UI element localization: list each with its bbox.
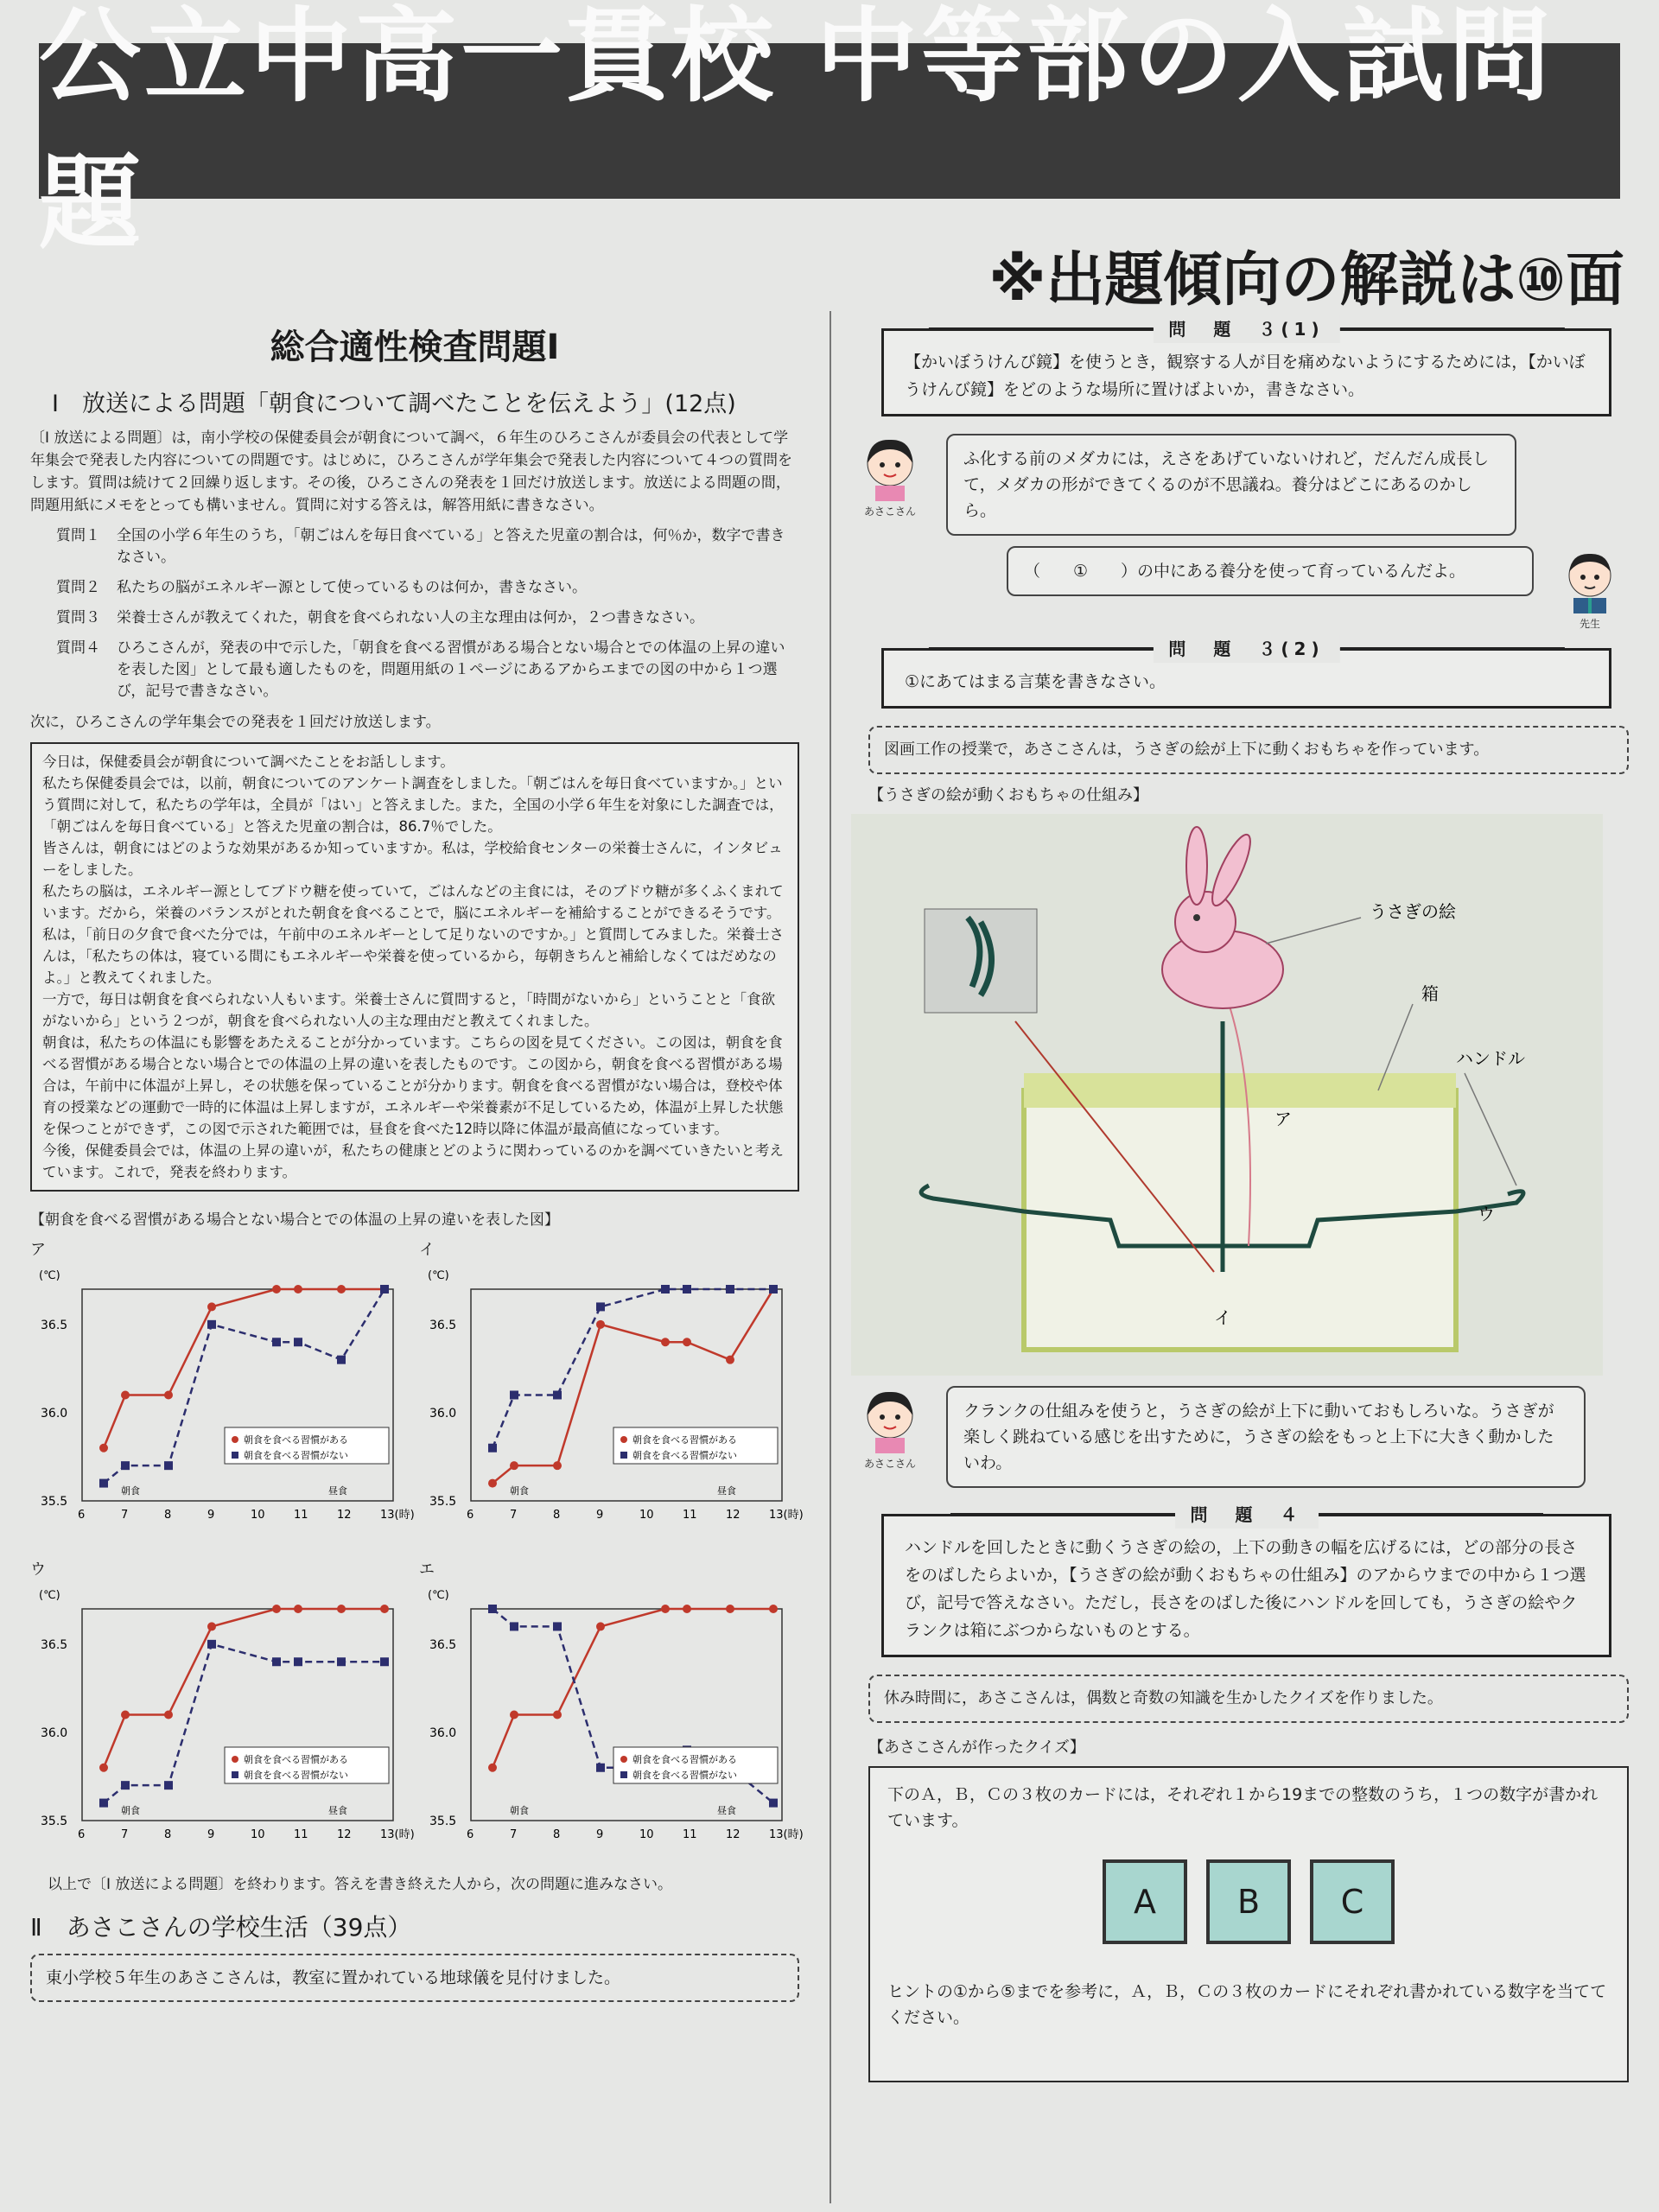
x-tick-label: 8 [553, 1828, 561, 1841]
data-point [596, 1320, 605, 1329]
x-tick-label: 12 [726, 1509, 741, 1522]
chart-a [30, 1237, 415, 1540]
question-2 [30, 577, 799, 599]
data-point [661, 1285, 670, 1294]
data-point [769, 1285, 778, 1294]
data-point [294, 1338, 302, 1346]
y-tick-label: 36.0 [429, 1726, 457, 1740]
speech-paragraph: 私たちの脳は，エネルギー源としてブドウ糖を使っていて，ごはんなどの主食には，そのブドウ糖が多くふくまれています。だから，栄養のバランスがとれた朝食を食べることで，脳にエネルギーを補給することができるそうです。私は，「前日の夕食で食べた分では，午前中のエネルギーとして足りないのですか。」と質問してみました。栄養士さんは，「私たちの体は，寝ている間にもエネルギーや栄養を使っているから，毎朝きちんと補給しなくてはだめなのよ。」と教えてくれました。 [42, 883, 784, 986]
card-c: C [1310, 1859, 1395, 1944]
x-tick-label: 10 [639, 1509, 654, 1522]
data-point [488, 1605, 497, 1613]
legend-label: 朝食を食べる習慣がある [244, 1754, 348, 1765]
data-point [337, 1285, 346, 1294]
data-point [553, 1622, 562, 1630]
x-tick-label: 8 [164, 1828, 172, 1841]
girl-avatar [851, 1386, 929, 1471]
x-tick-label: 6 [78, 1828, 86, 1841]
part1-heading: Ⅰ 放送による問題「朝食について調べたことを伝えよう」(12点) [52, 391, 736, 417]
page-subtitle: ※出題傾向の解説は⑩面 [988, 246, 1624, 315]
x-tick-label: 12 [337, 1509, 352, 1522]
question-number: 質問３ [56, 609, 100, 626]
y-tick-label: 35.5 [429, 1815, 457, 1828]
chart-svg [30, 1574, 415, 1859]
data-point [164, 1391, 173, 1400]
legend-marker [620, 1771, 627, 1778]
y-tick-label: 36.5 [41, 1318, 68, 1332]
y-axis-unit: (℃) [428, 1589, 449, 1602]
data-point [726, 1285, 734, 1294]
chart-e [419, 1557, 804, 1859]
data-point [121, 1711, 130, 1719]
card-b: B [1206, 1859, 1291, 1944]
data-point [207, 1320, 216, 1329]
x-tick-label: 13(時) [380, 1509, 415, 1522]
part2-intro: 東小学校５年生のあさこさんは，教室に置かれている地球儀を見付けました。 [30, 1954, 799, 2002]
speech-box [30, 742, 799, 1192]
right-column [851, 311, 1629, 2082]
y-tick-label: 36.5 [41, 1637, 68, 1652]
legend-label: 朝食を食べる習慣がない [244, 1770, 348, 1781]
legend-marker [620, 1452, 627, 1459]
data-point [726, 1605, 734, 1613]
handle-label: ハンドル [1456, 1048, 1525, 1069]
speaker-name: あさこさん [863, 505, 916, 518]
data-point [553, 1711, 562, 1719]
dialog-asako-1 [851, 434, 1629, 536]
y-axis-unit: (℃) [428, 1269, 449, 1282]
data-point [661, 1338, 670, 1346]
x-tick-label: 13(時) [769, 1509, 804, 1522]
chart-label: ウ [30, 1560, 46, 1579]
chart-i [419, 1237, 804, 1540]
speech-paragraph: 今後，保健委員会では，体温の上昇の違いが，私たちの健康とどのように関わっているのかを調べていきたいと考えています。これで，発表を終わります。 [42, 1142, 784, 1180]
question-1 [30, 525, 799, 569]
speech-bubble: クランクの仕組みを使うと，うさぎの絵が上下に動いておもしろいな。うさぎが楽しく跳ねている感じを出すために，うさぎの絵をもっと上下に大きく動かしたいわ。 [946, 1386, 1586, 1488]
data-point [99, 1764, 108, 1772]
legend-label: 朝食を食べる習慣がない [244, 1450, 348, 1461]
part-a-label: ア [1274, 1109, 1292, 1129]
question-3-1 [881, 319, 1611, 416]
data-point [553, 1461, 562, 1470]
y-axis-unit: (℃) [39, 1269, 60, 1282]
x-tick-label: 9 [207, 1828, 215, 1841]
data-point [380, 1657, 389, 1666]
data-point [272, 1285, 281, 1294]
lunch-annotation: 昼食 [717, 1485, 736, 1497]
girl-avatar [851, 434, 929, 518]
data-point [337, 1605, 346, 1613]
x-tick-label: 7 [121, 1509, 129, 1522]
legend-marker [620, 1436, 627, 1443]
question-4 [881, 1504, 1611, 1657]
y-tick-label: 35.5 [41, 1495, 68, 1509]
data-point [683, 1338, 691, 1346]
part2-heading: Ⅱ あさこさんの学校生活（39点） [30, 1913, 412, 1942]
speech-bubble: ふ化する前のメダカには，えさをあげていないけれど，だんだん成長して，メダカの形ができてくるのが不思議ね。養分はどこにあるのかしら。 [946, 434, 1516, 536]
question-3 [30, 607, 799, 629]
series-line [493, 1289, 773, 1448]
data-point [294, 1605, 302, 1613]
legend-label: 朝食を食べる習慣がある [632, 1754, 737, 1765]
dialog-asako-2 [851, 1386, 1629, 1488]
x-tick-label: 12 [337, 1828, 352, 1841]
speech-paragraph: 一方で，毎日は朝食を食べられない人もいます。栄養士さんに質問すると，「時間がないから」ということと「食欲がないから」という２つが，朝食を食べられない人の主な理由だと教えてくれました。 [42, 991, 776, 1029]
data-point [272, 1605, 281, 1613]
y-tick-label: 36.5 [429, 1637, 457, 1652]
chart-svg [30, 1255, 415, 1540]
teacher-avatar [1551, 546, 1629, 631]
left-column [30, 311, 804, 2002]
data-point [488, 1764, 497, 1772]
y-tick-label: 35.5 [429, 1495, 457, 1509]
girl-face-icon [860, 434, 920, 501]
end-of-broadcast: 以上で〔Ⅰ 放送による問題〕を終わります。答えを書き終えた人から，次の問題に進みなさい。 [48, 1876, 673, 1893]
question-3-2 [881, 639, 1611, 709]
breakfast-annotation: 朝食 [510, 1805, 529, 1816]
data-point [510, 1711, 518, 1719]
legend-label: 朝食を食べる習慣がある [632, 1434, 737, 1446]
question-text: ひろこさんが，発表の中で示した，「朝食を食べる習慣がある場合とない場合とでの体温の上昇の違いを表した図」として最も適したものを，問題用紙の１ページにあるアからエまでの図の中から１つ選び，記号で書きなさい。 [117, 639, 785, 700]
y-tick-label: 36.0 [41, 1726, 68, 1740]
data-point [121, 1781, 130, 1789]
rabbit-label: うさぎの絵 [1370, 901, 1456, 922]
breakfast-annotation: 朝食 [121, 1805, 140, 1816]
question-title: 問 題 ４ [1175, 1501, 1319, 1529]
part-i-label: イ [1214, 1307, 1231, 1328]
x-tick-label: 11 [683, 1509, 697, 1522]
data-point [488, 1444, 497, 1452]
question-text: 全国の小学６年生のうち，「朝ごはんを毎日食べている」と答えた児童の割合は，何％か，数字で書きなさい。 [117, 527, 785, 566]
x-tick-label: 10 [251, 1509, 265, 1522]
data-point [121, 1391, 130, 1400]
quiz-hint: ヒントの①から⑤までを参考に，Ａ，Ｂ，Ｃの３枚のカードにそれぞれ書かれている数字を当ててください。 [887, 1982, 1607, 2027]
data-point [294, 1285, 302, 1294]
box-label: 箱 [1421, 983, 1439, 1004]
quiz-box [868, 1766, 1629, 2082]
data-point [164, 1461, 173, 1470]
legend-marker [232, 1771, 238, 1778]
question-text: ハンドルを回したときに動くうさぎの絵の，上下の動きの幅を広げるには，どの部分の長さをのばしたらよいか，【うさぎの絵が動くおもちゃの仕組み】のアからウまでの中から１つ選び，記号で答えなさい。ただし，長さをのばした後にハンドルを回しても，うさぎの絵やクランクは箱にぶつからないものとする。 [905, 1538, 1586, 1640]
question-text: ①にあてはまる言葉を書きなさい。 [905, 672, 1166, 691]
lunch-annotation: 昼食 [328, 1485, 347, 1497]
speech-paragraph: 皆さんは，朝食にはどのような効果があるか知っていますか。私は，学校給食センターの栄養士さんに，インタビューをしました。 [42, 840, 783, 878]
series-line [493, 1609, 773, 1768]
part1-intro: 〔Ⅰ 放送による問題〕は，南小学校の保健委員会が朝食について調べ，６年生のひろこさんが委員会の代表として学年集会で発表した内容についての問題です。はじめに，ひろこさんが学年集会で発表した内容について４つの質問をします。質問は続けて２回繰り返します。その後，ひろこさんの発表を１回だけ放送します。放送による問題の間，問題用紙にメモをとっても構いません。質問に対する答えは，解答用紙に書きなさい。 [30, 429, 792, 514]
x-tick-label: 13(時) [769, 1828, 804, 1841]
data-point [596, 1764, 605, 1772]
data-point [207, 1302, 216, 1311]
x-tick-label: 9 [207, 1509, 215, 1522]
quiz-text: 下のＡ，Ｂ，Ｃの３枚のカードには，それぞれ１から19までの整数のうち，１つの数字が書かれています。 [887, 1785, 1599, 1830]
legend-marker [232, 1756, 238, 1763]
part-u-label: ウ [1478, 1204, 1495, 1224]
x-tick-label: 6 [467, 1509, 474, 1522]
question-number: 質問４ [56, 639, 100, 657]
speech-paragraph: 私たち保健委員会では，以前，朝食についてのアンケート調査をしました。「朝ごはんを毎日食べていますか。」という質問に対して，私たちの学年は，全員が「はい」と答えました。また，全国の小学６年生を対象にした調査では，「朝ごはんを毎日食べている」と答えた児童の割合は，86.7％でした。 [42, 775, 784, 835]
question-title: 問 題 ３(2) [1153, 635, 1339, 663]
data-point [99, 1444, 108, 1452]
data-point [596, 1302, 605, 1311]
question-title: 問 題 ３(1) [1153, 315, 1339, 343]
chart-svg [419, 1574, 804, 1859]
data-point [510, 1461, 518, 1470]
data-point [337, 1356, 346, 1364]
column-divider [830, 311, 831, 2203]
data-point [726, 1356, 734, 1364]
y-tick-label: 36.5 [429, 1318, 457, 1332]
craft-intro: 図画工作の授業で，あさこさんは，うさぎの絵が上下に動くおもちゃを作っています。 [868, 726, 1629, 774]
series-line [104, 1609, 385, 1768]
speaker-name: あさこさん [863, 1458, 916, 1470]
x-tick-label: 10 [251, 1828, 265, 1841]
toy-photo [851, 814, 1603, 1376]
card-row [887, 1859, 1610, 1944]
data-point [510, 1391, 518, 1400]
data-point [661, 1605, 670, 1613]
legend-marker [232, 1436, 238, 1443]
girl-face-icon [860, 1386, 920, 1453]
legend-label: 朝食を食べる習慣がない [632, 1450, 737, 1461]
x-tick-label: 7 [510, 1509, 518, 1522]
x-tick-label: 13(時) [380, 1828, 415, 1841]
dialog-teacher [851, 546, 1629, 631]
figure-caption: 【朝食を食べる習慣がある場合とない場合とでの体温の上昇の違いを表した図】 [30, 1211, 559, 1229]
breakfast-annotation: 朝食 [121, 1485, 140, 1497]
x-tick-label: 12 [726, 1828, 741, 1841]
data-point [380, 1285, 389, 1294]
chart-u [30, 1557, 415, 1859]
legend-marker [620, 1756, 627, 1763]
card-a: A [1103, 1859, 1187, 1944]
x-tick-label: 6 [467, 1828, 474, 1841]
y-axis-unit: (℃) [39, 1589, 60, 1602]
next-line: 次に，ひろこさんの学年集会での発表を１回だけ放送します。 [30, 714, 441, 731]
x-tick-label: 7 [121, 1828, 129, 1841]
quiz-caption: 【あさこさんが作ったクイズ】 [868, 1738, 1085, 1757]
toy-illustration [851, 814, 1603, 1376]
x-tick-label: 9 [596, 1828, 604, 1841]
chart-label: エ [419, 1560, 435, 1579]
x-tick-label: 8 [553, 1509, 561, 1522]
data-point [294, 1657, 302, 1666]
speech-bubble: （ ① ）の中にある養分を使って育っているんだよ。 [1007, 546, 1534, 596]
speech-paragraph: 今日は，保健委員会が朝食について調べたことをお話しします。 [42, 753, 454, 770]
data-point [207, 1622, 216, 1630]
x-tick-label: 10 [639, 1828, 654, 1841]
teacher-face-icon [1560, 546, 1620, 613]
x-tick-label: 11 [294, 1509, 308, 1522]
question-text: 【かいぼうけんび鏡】を使うとき，観察する人が目を痛めないようにするためには，【かいぼうけんび鏡】をどのような場所に置けばよいか，書きなさい。 [905, 353, 1586, 399]
lunch-annotation: 昼食 [717, 1805, 736, 1816]
question-number: 質問２ [56, 579, 100, 596]
question-text: 私たちの脳がエネルギー源として使っているものは何か，書きなさい。 [117, 579, 587, 596]
data-point [337, 1657, 346, 1666]
speech-paragraph: 朝食は，私たちの体温にも影響をあたえることが分かっています。こちらの図を見てください。この図は，朝食を食べる習慣がある場合とない場合とでの体温の上昇の違いを表したものです。この図から，朝食を食べる習慣がある場合は，午前中に体温が上昇し，その状態を保っていることが分かります。朝食を食べる習慣がない場合は，登校や体育の授業などの運動で一時的に体温は上昇しますが，エネルギーや栄養素が不足しているため，体温が上昇した状態を保つことができず，この図で示された範囲では，昼食を食べた12時以降に体温が最高値になっています。 [42, 1034, 784, 1137]
legend-label: 朝食を食べる習慣がない [632, 1770, 737, 1781]
data-point [121, 1461, 130, 1470]
question-text: 栄養士さんが教えてくれた，朝食を食べられない人の主な理由は何か，２つ書きなさい。 [117, 609, 704, 626]
question-number: 質問１ [56, 527, 100, 544]
x-tick-label: 11 [294, 1828, 308, 1841]
x-tick-label: 6 [78, 1509, 86, 1522]
speaker-name: 先生 [1579, 618, 1600, 630]
lunch-annotation: 昼食 [328, 1805, 347, 1816]
x-tick-label: 8 [164, 1509, 172, 1522]
chart-label: ア [30, 1241, 46, 1259]
data-point [164, 1781, 173, 1789]
question-4 [30, 638, 799, 702]
data-point [488, 1479, 497, 1488]
photo-caption: 【うさぎの絵が動くおもちゃの仕組み】 [868, 786, 1148, 804]
y-tick-label: 36.0 [429, 1406, 457, 1421]
data-point [272, 1338, 281, 1346]
y-tick-label: 35.5 [41, 1815, 68, 1828]
data-point [164, 1711, 173, 1719]
data-point [769, 1799, 778, 1808]
section-title: 総合適性検査問題Ⅰ [270, 327, 560, 367]
data-point [683, 1605, 691, 1613]
chart-label: イ [419, 1241, 435, 1259]
x-tick-label: 9 [596, 1509, 604, 1522]
data-point [553, 1391, 562, 1400]
data-point [510, 1622, 518, 1630]
series-line [104, 1289, 385, 1448]
data-point [99, 1799, 108, 1808]
data-point [769, 1605, 778, 1613]
chart-grid [30, 1237, 804, 1859]
data-point [207, 1640, 216, 1649]
y-tick-label: 36.0 [41, 1406, 68, 1421]
chart-svg [419, 1255, 804, 1540]
data-point [380, 1605, 389, 1613]
break-intro: 休み時間に，あさこさんは，偶数と奇数の知識を生かしたクイズを作りました。 [868, 1675, 1629, 1723]
x-tick-label: 7 [510, 1828, 518, 1841]
data-point [99, 1479, 108, 1488]
data-point [272, 1657, 281, 1666]
x-tick-label: 11 [683, 1828, 697, 1841]
page-title: 公立中高一貫校 中等部の入試問題 [39, 43, 1620, 199]
breakfast-annotation: 朝食 [510, 1485, 529, 1497]
legend-marker [232, 1452, 238, 1459]
legend-label: 朝食を食べる習慣がある [244, 1434, 348, 1446]
data-point [596, 1622, 605, 1630]
data-point [683, 1285, 691, 1294]
